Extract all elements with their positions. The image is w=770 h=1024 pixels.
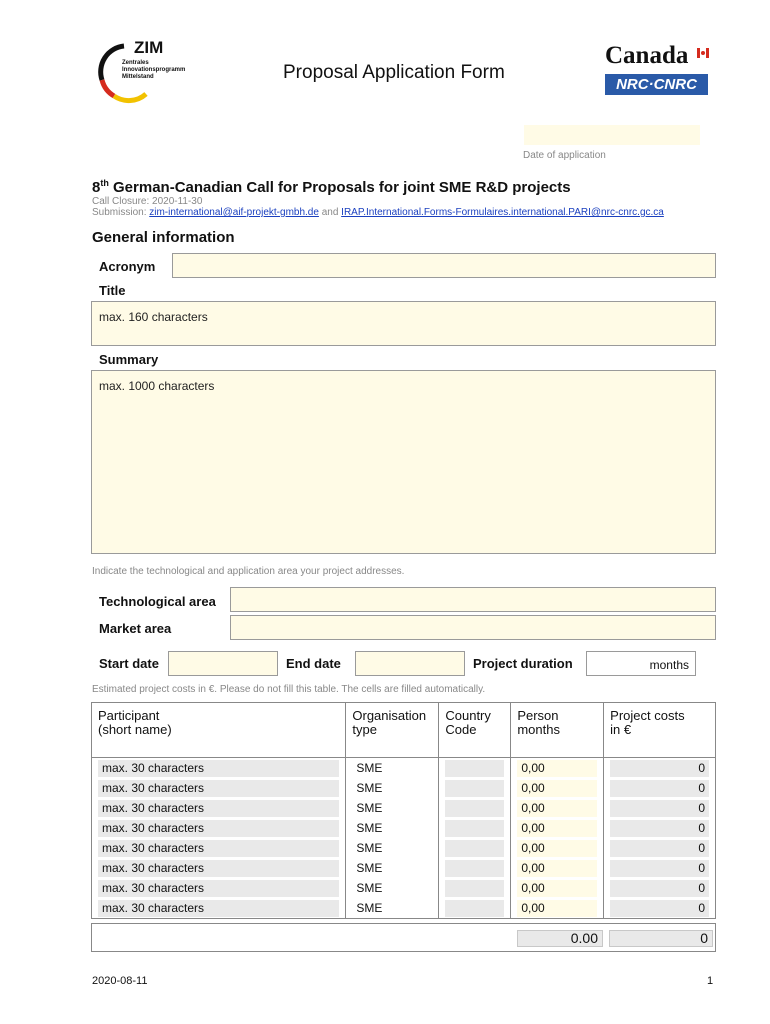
participant-cell-container <box>92 778 346 798</box>
country-code-cell[interactable] <box>445 880 504 897</box>
country-code-cell[interactable] <box>445 860 504 877</box>
header-project-costs: Project costs in € <box>604 703 716 758</box>
person-months-cell[interactable]: 0,00 <box>517 820 597 837</box>
organisation-type-cell[interactable]: SME <box>352 900 432 917</box>
project-costs-cell: 0 <box>610 880 709 897</box>
country-code-cell-container <box>439 758 511 779</box>
organisation-type-cell[interactable]: SME <box>352 860 432 877</box>
canada-wordmark: Canada <box>605 42 689 69</box>
start-date-label: Start date <box>99 656 159 671</box>
call-title-ordinal: th <box>100 178 109 188</box>
project-costs-cell-container <box>604 778 716 798</box>
country-code-cell-container <box>439 838 511 858</box>
table-row <box>92 898 716 919</box>
person-months-cell-container <box>511 838 604 858</box>
country-code-cell[interactable] <box>445 840 504 857</box>
participant-cell[interactable]: max. 30 characters <box>98 780 339 797</box>
organisation-type-cell-container <box>346 778 439 798</box>
summary-label: Summary <box>99 352 159 367</box>
country-code-cell-container <box>439 778 511 798</box>
project-costs-cell: 0 <box>610 760 709 777</box>
organisation-type-cell-container <box>346 898 439 919</box>
table-row <box>92 778 716 798</box>
project-costs-cell: 0 <box>610 820 709 837</box>
person-months-cell-container <box>511 758 604 779</box>
person-months-cell-container <box>511 878 604 898</box>
participant-cell[interactable]: max. 30 characters <box>98 820 339 837</box>
call-title-text: German-Canadian Call for Proposals for joint SME R&D projects <box>108 179 571 196</box>
country-code-cell-container <box>439 858 511 878</box>
project-costs-cell-container <box>604 898 716 919</box>
date-of-application-label: Date of application <box>523 150 606 161</box>
header-person-months: Person months <box>511 703 604 758</box>
organisation-type-cell-container <box>346 798 439 818</box>
participant-cell-container <box>92 758 346 779</box>
zim-logo-line1: Zentrales <box>122 60 149 66</box>
form-title: Proposal Application Form <box>283 62 505 83</box>
country-code-cell-container <box>439 798 511 818</box>
person-months-cell[interactable]: 0,00 <box>517 780 597 797</box>
participant-cell-container <box>92 838 346 858</box>
project-costs-cell: 0 <box>610 900 709 917</box>
submission-email-nrc[interactable]: IRAP.International.Forms-Formulaires.international.PARI@nrc-cnrc.gc.ca <box>341 207 664 218</box>
country-code-cell[interactable] <box>445 780 504 797</box>
project-duration-field[interactable] <box>586 651 696 676</box>
summary-field[interactable] <box>91 370 716 554</box>
page-number: 1 <box>707 975 714 987</box>
project-costs-cell-container <box>604 798 716 818</box>
person-months-cell-container <box>511 898 604 919</box>
person-months-cell[interactable]: 0,00 <box>517 880 597 897</box>
end-date-label: End date <box>286 656 341 671</box>
project-costs-cell-container <box>604 818 716 838</box>
date-of-application-field[interactable] <box>524 125 700 145</box>
person-months-cell[interactable]: 0,00 <box>517 860 597 877</box>
organisation-type-cell-container <box>346 838 439 858</box>
header-organisation-type: Organisation type <box>346 703 439 758</box>
project-costs-cell-container <box>604 878 716 898</box>
zim-logo-title: ZIM <box>134 38 164 57</box>
person-months-cell[interactable]: 0,00 <box>517 800 597 817</box>
table-row <box>92 758 716 779</box>
table-header-row <box>92 703 716 758</box>
canada-flag-icon <box>697 48 709 58</box>
person-months-cell[interactable]: 0,00 <box>517 840 597 857</box>
project-duration-unit: months <box>649 658 689 672</box>
table-row <box>92 818 716 838</box>
country-code-cell[interactable] <box>445 820 504 837</box>
organisation-type-cell[interactable]: SME <box>352 800 432 817</box>
table-row <box>92 858 716 878</box>
total-project-costs: 0 <box>609 930 713 947</box>
participant-cell-container <box>92 798 346 818</box>
organisation-type-cell[interactable]: SME <box>352 760 432 777</box>
title-label: Title <box>99 283 126 298</box>
header-participant: Participant (short name) <box>92 703 346 758</box>
table-row <box>92 798 716 818</box>
organisation-type-cell-container <box>346 818 439 838</box>
person-months-cell-container <box>511 818 604 838</box>
organisation-type-cell[interactable]: SME <box>352 880 432 897</box>
organisation-type-cell[interactable]: SME <box>352 820 432 837</box>
country-code-cell-container <box>439 818 511 838</box>
project-costs-cell: 0 <box>610 860 709 877</box>
canada-logo <box>605 42 709 98</box>
submission-line <box>92 207 664 218</box>
market-area-field[interactable] <box>230 615 716 640</box>
total-person-months: 0.00 <box>517 930 603 947</box>
organisation-type-cell-container <box>346 878 439 898</box>
table-row <box>92 838 716 858</box>
end-date-field[interactable] <box>355 651 465 676</box>
footer-date: 2020-08-11 <box>92 975 148 987</box>
participant-cell-container <box>92 878 346 898</box>
participant-cell[interactable]: max. 30 characters <box>98 880 339 897</box>
project-costs-cell: 0 <box>610 840 709 857</box>
zim-logo-line2: Innovationsprogramm <box>122 67 186 73</box>
header-country-code: Country Code <box>439 703 511 758</box>
country-code-cell-container <box>439 898 511 919</box>
zim-logo <box>96 38 206 106</box>
title-field[interactable] <box>91 301 716 346</box>
country-code-cell[interactable] <box>445 900 504 917</box>
country-code-cell[interactable] <box>445 760 504 777</box>
project-costs-cell: 0 <box>610 800 709 817</box>
acronym-label: Acronym <box>99 259 156 274</box>
organisation-type-cell[interactable]: SME <box>352 780 432 797</box>
person-months-cell-container <box>511 798 604 818</box>
country-code-cell[interactable] <box>445 800 504 817</box>
person-months-cell-container <box>511 858 604 878</box>
project-costs-cell-container <box>604 838 716 858</box>
person-months-cell[interactable]: 0,00 <box>517 900 597 917</box>
organisation-type-cell-container <box>346 858 439 878</box>
participant-cell-container <box>92 818 346 838</box>
submission-email-aif[interactable]: zim-international@aif-projekt-gmbh.de <box>149 207 319 218</box>
market-area-label: Market area <box>99 621 172 636</box>
organisation-type-cell[interactable]: SME <box>352 840 432 857</box>
participant-cell[interactable]: max. 30 characters <box>98 760 339 777</box>
general-information-heading: General information <box>92 229 235 246</box>
zim-logo-line3: Mittelstand <box>122 74 154 80</box>
person-months-cell[interactable]: 0,00 <box>517 760 597 777</box>
title-placeholder: max. 160 characters <box>99 310 208 324</box>
participant-cell[interactable]: max. 30 characters <box>98 800 339 817</box>
submission-label: Submission: <box>92 207 150 218</box>
table-row <box>92 878 716 898</box>
participant-cell[interactable]: max. 30 characters <box>98 860 339 877</box>
project-duration-label: Project duration <box>473 656 573 671</box>
project-costs-cell-container <box>604 858 716 878</box>
submission-and: and <box>318 207 342 218</box>
project-costs-cell: 0 <box>610 780 709 797</box>
call-title <box>92 178 571 196</box>
project-costs-table <box>91 702 716 919</box>
summary-placeholder: max. 1000 characters <box>99 379 215 393</box>
nrc-cnrc-badge: NRC·CNRC <box>605 74 708 95</box>
call-title-number: 8 <box>92 179 101 196</box>
area-note: Indicate the technological and application area your project addresses. <box>92 566 405 577</box>
acronym-field[interactable] <box>172 253 716 278</box>
start-date-field[interactable] <box>168 651 278 676</box>
technological-area-field[interactable] <box>230 587 716 612</box>
call-closure: Call Closure: 2020-11-30 <box>92 196 203 207</box>
totals-box <box>91 923 716 952</box>
country-code-cell-container <box>439 878 511 898</box>
participant-cell-container <box>92 898 346 919</box>
project-costs-cell-container <box>604 758 716 779</box>
participant-cell[interactable]: max. 30 characters <box>98 840 339 857</box>
participant-cell-container <box>92 858 346 878</box>
person-months-cell-container <box>511 778 604 798</box>
organisation-type-cell-container <box>346 758 439 779</box>
participant-cell[interactable]: max. 30 characters <box>98 900 339 917</box>
costs-note: Estimated project costs in €. Please do not fill this table. The cells are filled automatically. <box>92 684 486 695</box>
technological-area-label: Technological area <box>99 594 216 609</box>
